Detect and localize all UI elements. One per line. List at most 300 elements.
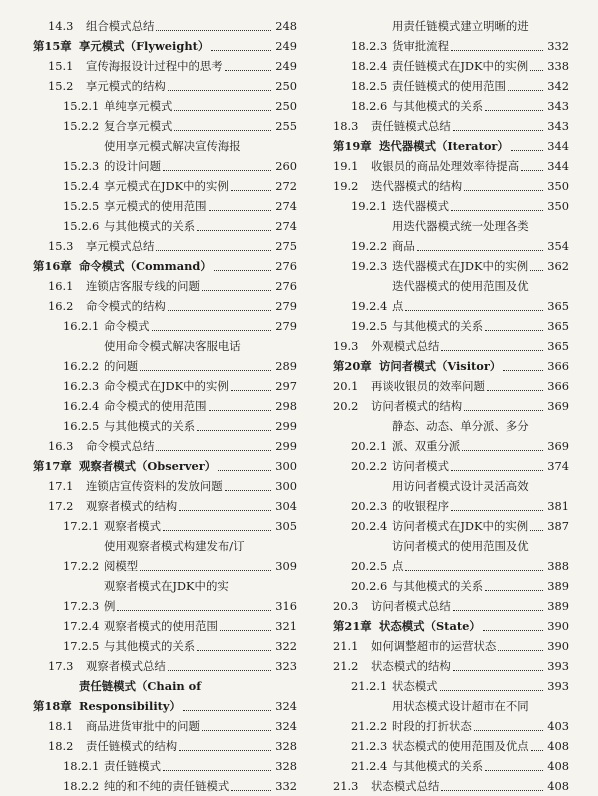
toc-page-number: 332 [275, 779, 297, 793]
toc-page-number: 374 [547, 459, 569, 473]
toc-column-left [33, 16, 297, 796]
toc-page-number: 321 [275, 619, 297, 633]
dot-leader [209, 210, 272, 211]
toc-entry-title-line1: 用迭代器模式统一处理各类 [392, 219, 529, 233]
toc-entry-title-line1: 责任链模式（Chain of [79, 679, 202, 693]
toc-page-number: 344 [547, 159, 569, 173]
toc-page-number: 272 [275, 179, 297, 193]
dot-leader [156, 250, 271, 251]
toc-entry-number: 15.2.2 [63, 119, 100, 133]
dot-leader [451, 470, 543, 471]
toc-entry-title-continued: 点 [392, 299, 404, 313]
toc-page-number: 297 [275, 379, 297, 393]
toc-entry-number: 20.2.6 [351, 579, 388, 593]
toc-section-entry [333, 116, 569, 136]
dot-leader [483, 630, 544, 631]
dot-leader [503, 370, 543, 371]
toc-entry-title-line [392, 56, 569, 76]
toc-entry-number: 17.2 [48, 499, 74, 513]
toc-entry-title-line [86, 276, 297, 296]
toc-entry-title-line [371, 636, 569, 656]
toc-entry-number: 19.2.2 [351, 239, 388, 253]
toc-page-number: 365 [547, 319, 569, 333]
dot-leader [152, 330, 272, 331]
toc-entry-number: 21.2.2 [351, 719, 388, 733]
toc-section-entry [33, 296, 297, 316]
toc-entry-title-line1: 使用命令模式解决客服电话 [104, 339, 241, 353]
dot-leader [521, 170, 543, 171]
toc-entry-title-line [379, 616, 569, 636]
toc-subsection-entry [333, 696, 569, 736]
toc-entry-number: 16.2.1 [63, 319, 100, 333]
toc-section-entry [33, 476, 297, 496]
toc-entry-number: 15.2.1 [63, 99, 100, 113]
toc-entry-title-line1: 使用观察者模式构建发布/订 [104, 539, 245, 553]
toc-subsection-entry [33, 536, 297, 576]
toc-entry-title-line [86, 496, 297, 516]
toc-page-number: 387 [547, 519, 569, 533]
toc-entry-title-line [86, 716, 297, 736]
toc-entry-title-continued: 阅模型 [104, 559, 139, 573]
toc-page-number: 309 [275, 559, 297, 573]
toc-page-number: 274 [275, 219, 297, 233]
dot-leader [474, 730, 544, 731]
toc-entry-number: 14.3 [48, 19, 74, 33]
toc-page-number: 279 [275, 299, 297, 313]
toc-section-entry [333, 596, 569, 616]
toc-entry-title: 迭代器模式（Iterator） [379, 139, 509, 153]
toc-entry-title-line1: 使用享元模式解决宣传海报 [104, 139, 241, 153]
dot-leader [140, 570, 271, 571]
dot-leader [202, 730, 271, 731]
toc-page-number: 343 [547, 119, 569, 133]
toc-entry-number: 20.2.2 [351, 459, 388, 473]
toc-entry-title-line [104, 776, 297, 796]
toc-entry-title: 与其他模式的关系 [104, 639, 196, 653]
toc-entry-title-line [371, 156, 569, 176]
toc-entry-number: 16.2.5 [63, 419, 100, 433]
toc-page-number: 274 [275, 199, 297, 213]
toc-entry-title: 责任链模式在JDK中的实例 [392, 59, 529, 73]
toc-page-number: 249 [275, 59, 297, 73]
toc-entry-number: 16.3 [48, 439, 74, 453]
toc-entry-number: 19.3 [333, 339, 359, 353]
toc-entry-number: 19.1 [333, 159, 359, 173]
toc-entry-title-line [104, 396, 297, 416]
toc-entry-title: 访问者模式总结 [371, 599, 451, 613]
toc-page-number: 393 [547, 679, 569, 693]
toc-subsection-entry [333, 576, 569, 596]
dot-leader [440, 690, 544, 691]
dot-leader [183, 710, 271, 711]
toc-page-number: 338 [547, 59, 569, 73]
toc-entry-title: 单纯享元模式 [104, 99, 173, 113]
toc-page-number: 389 [547, 579, 569, 593]
dot-leader [405, 310, 543, 311]
toc-entry-title-line [79, 256, 297, 276]
dot-leader [462, 450, 543, 451]
toc-entry-title: 与其他模式的关系 [104, 419, 196, 433]
toc-subsection-entry [333, 316, 569, 336]
toc-section-entry [33, 656, 297, 676]
toc-entry-number: 19.2 [333, 179, 359, 193]
toc-subsection-entry [333, 456, 569, 476]
toc-entry-number: 20.2 [333, 399, 359, 413]
dot-leader [220, 630, 271, 631]
dot-leader [202, 290, 271, 291]
toc-subsection-entry [33, 616, 297, 636]
toc-subsection-entry [33, 636, 297, 656]
dot-leader [453, 670, 544, 671]
toc-entry-title-line1: 用状态模式设计超市在不同 [392, 699, 529, 713]
toc-entry-title: 状态模式 [392, 679, 438, 693]
toc-subsection-entry [33, 116, 297, 136]
toc-entry-title-line1: 静态、动态、单分派、多分 [392, 419, 529, 433]
toc-entry-title-line [392, 576, 569, 596]
toc-entry-number: 17.3 [48, 659, 74, 673]
toc-page-number: 344 [547, 139, 569, 153]
toc-entry-number: 15.3 [48, 239, 74, 253]
toc-entry-title-line [86, 656, 297, 676]
toc-entry-title-line2 [392, 436, 569, 456]
toc-entry-number: 第19章 [333, 139, 372, 153]
dot-leader [117, 610, 271, 611]
toc-entry-title: 与其他模式的关系 [392, 759, 484, 773]
toc-entry-number: 18.1 [48, 719, 74, 733]
toc-page-number: 323 [275, 659, 297, 673]
toc-entry-title-line [86, 236, 297, 256]
toc-section-entry [33, 736, 297, 756]
toc-entry-title [392, 476, 569, 516]
toc-page-number: 276 [275, 279, 297, 293]
toc-subsection-entry [33, 756, 297, 776]
dot-leader [231, 390, 272, 391]
dot-leader [464, 190, 543, 191]
toc-entry-number: 17.2.1 [63, 519, 100, 533]
dot-leader [225, 490, 272, 491]
toc-entry-title: 观察者模式总结 [86, 659, 166, 673]
toc-page-number: 298 [275, 399, 297, 413]
toc-entry-title [104, 336, 297, 376]
toc-entry-number: 第15章 [33, 39, 72, 53]
toc-page-number: 255 [275, 119, 297, 133]
toc-entry-number: 17.2.3 [63, 599, 100, 613]
dot-leader [231, 190, 272, 191]
toc-entry-title: 迭代器模式 [392, 199, 449, 213]
toc-page-number: 324 [275, 719, 297, 733]
dot-leader [441, 790, 543, 791]
toc-entry-title: 责任链模式的使用范围 [392, 79, 506, 93]
toc-subsection-entry [333, 756, 569, 776]
toc-entry-number: 21.2.3 [351, 739, 388, 753]
toc-entry-title-line [86, 16, 297, 36]
toc-subsection-entry [333, 16, 569, 56]
toc-subsection-entry [33, 96, 297, 116]
toc-subsection-entry [33, 216, 297, 236]
toc-entry-title-line1: 观察者模式在JDK中的实 [104, 579, 229, 593]
toc-chapter-entry [333, 136, 569, 156]
toc-entry-title: 访问者模式 [392, 459, 449, 473]
toc-entry-number: 15.2.3 [63, 159, 100, 173]
toc-section-entry [333, 376, 569, 396]
dot-leader [451, 210, 543, 211]
toc-section-entry [333, 396, 569, 416]
toc-entry-number: 18.2 [48, 739, 74, 753]
toc-entry-title-continued: 的设计问题 [104, 159, 161, 173]
toc-page-number: 322 [275, 639, 297, 653]
toc-subsection-entry [33, 516, 297, 536]
toc-subsection-entry [333, 96, 569, 116]
dot-leader [197, 430, 271, 431]
toc-entry-title-line [371, 336, 569, 356]
toc-entry-title: 责任链模式 [104, 759, 161, 773]
dot-leader [163, 170, 271, 171]
toc-entry-title [392, 276, 569, 316]
toc-entry-number: 21.2.4 [351, 759, 388, 773]
toc-entry-number: 20.3 [333, 599, 359, 613]
toc-entry-title-continued: 的问题 [104, 359, 139, 373]
toc-subsection-entry [33, 576, 297, 616]
toc-entry-title-line2 [392, 556, 569, 576]
toc-section-entry [33, 436, 297, 456]
dot-leader [451, 510, 543, 511]
toc-entry-title: 责任链模式总结 [371, 119, 451, 133]
toc-page-number: 403 [547, 719, 569, 733]
toc-entry-number: 19.2.1 [351, 199, 388, 213]
toc-subsection-entry [333, 56, 569, 76]
toc-entry-number: 第17章 [33, 459, 72, 473]
dot-leader [451, 50, 543, 51]
toc-subsection-entry [333, 416, 569, 456]
toc-page-number: 388 [547, 559, 569, 573]
toc-section-entry [333, 336, 569, 356]
toc-section-entry [333, 156, 569, 176]
toc-entry-title-line [392, 96, 569, 116]
toc-entry-title-line [392, 756, 569, 776]
toc-entry-number: 18.2.2 [63, 779, 100, 793]
toc-entry-title-line [104, 216, 297, 236]
toc-entry-title [104, 576, 297, 616]
toc-entry-title: 命令模式总结 [86, 439, 155, 453]
toc-section-entry [333, 776, 569, 796]
dot-leader [211, 50, 271, 51]
toc-page-number: 342 [547, 79, 569, 93]
toc-entry-number: 15.2 [48, 79, 74, 93]
toc-chapter-entry [33, 256, 297, 276]
toc-section-entry [33, 496, 297, 516]
toc-entry-title-line [371, 376, 569, 396]
toc-entry-title: 组合模式总结 [86, 19, 155, 33]
toc-entry-title: 状态模式的使用范围及优点 [392, 739, 529, 753]
toc-page-number: 393 [547, 659, 569, 673]
toc-entry-number: 第18章 [33, 699, 72, 713]
toc-entry-title: 迭代器模式的结构 [371, 179, 463, 193]
toc-entry-title-continued: 派、双重分派 [392, 439, 461, 453]
toc-entry-title [392, 536, 569, 576]
toc-entry-title-line1: 用访问者模式设计灵活高效 [392, 479, 529, 493]
toc-section-entry [33, 16, 297, 36]
toc-entry-number: 18.3 [333, 119, 359, 133]
toc-page-number: 390 [547, 619, 569, 633]
toc-subsection-entry [33, 416, 297, 436]
toc-entry-number: 15.2.6 [63, 219, 100, 233]
dot-leader [163, 770, 271, 771]
toc-page-number: 279 [275, 319, 297, 333]
toc-page-number: 300 [275, 479, 297, 493]
toc-page-number: 354 [547, 239, 569, 253]
toc-page-number: 365 [547, 299, 569, 313]
dot-leader [168, 310, 272, 311]
toc-page-number: 366 [547, 359, 569, 373]
toc-entry-title-line [371, 396, 569, 416]
toc-page-number: 275 [275, 239, 297, 253]
toc-entry-title-line [104, 756, 297, 776]
toc-entry-title-line [104, 616, 297, 636]
toc-subsection-entry [33, 196, 297, 216]
toc-subsection-entry [333, 76, 569, 96]
toc-entry-title-line [379, 136, 569, 156]
dot-leader [464, 410, 543, 411]
toc-entry-number: 17.2.5 [63, 639, 100, 653]
toc-entry-title: 纯的和不纯的责任链模式 [104, 779, 230, 793]
toc-entry-number: 21.1 [333, 639, 359, 653]
toc-entry-title-continued: 时段的打折状态 [392, 719, 472, 733]
toc-entry-title-line [86, 296, 297, 316]
toc-entry-title-line [371, 116, 569, 136]
toc-section-entry [333, 656, 569, 676]
toc-entry-title-line2 [392, 36, 569, 56]
toc-entry-title-line [392, 516, 569, 536]
toc-entry-number: 16.2.2 [63, 359, 100, 373]
toc-chapter-entry [33, 456, 297, 476]
toc-entry-title [104, 536, 297, 576]
toc-page-number: 343 [547, 99, 569, 113]
toc-entry-title-line2 [104, 356, 297, 376]
toc-page-number: 366 [547, 379, 569, 393]
toc-section-entry [33, 276, 297, 296]
toc-page-number: 304 [275, 499, 297, 513]
toc-page-number: 332 [547, 39, 569, 53]
toc-page-number: 299 [275, 419, 297, 433]
toc-page-number: 389 [547, 599, 569, 613]
toc-entry-title-line [104, 196, 297, 216]
toc-entry-title [392, 416, 569, 456]
toc-entry-title-continued: 点 [392, 559, 404, 573]
toc-entry-title-line [392, 456, 569, 476]
dot-leader [140, 370, 271, 371]
dot-leader [498, 650, 543, 651]
dot-leader [218, 470, 271, 471]
toc-entry-number: 15.2.5 [63, 199, 100, 213]
toc-entry-title: 命令模式在JDK中的实例 [104, 379, 229, 393]
toc-entry-number: 15.1 [48, 59, 74, 73]
toc-section-entry [333, 176, 569, 196]
dot-leader [530, 70, 543, 71]
toc-entry-title [392, 696, 569, 736]
toc-entry-title: 访问者模式的结构 [371, 399, 463, 413]
toc-page-number: 350 [547, 179, 569, 193]
toc-entry-title: 享元模式的使用范围 [104, 199, 207, 213]
toc-page-number: 249 [275, 39, 297, 53]
toc-subsection-entry [333, 476, 569, 516]
toc-entry-number: 20.2.4 [351, 519, 388, 533]
toc-page-number: 369 [547, 399, 569, 413]
toc-entry-number: 20.2.5 [351, 559, 388, 573]
dot-leader [168, 670, 272, 671]
toc-entry-title-line [104, 116, 297, 136]
toc-page-number: 328 [275, 739, 297, 753]
toc-entry-number: 18.2.6 [351, 99, 388, 113]
toc-entry-number: 第16章 [33, 259, 72, 273]
toc-entry-title: 享元模式的结构 [86, 79, 166, 93]
toc-section-entry [333, 636, 569, 656]
toc-subsection-entry [33, 316, 297, 336]
toc-entry-title: 命令模式的使用范围 [104, 399, 207, 413]
toc-entry-title: 收银员的商品处理效率待提高 [371, 159, 520, 173]
toc-page-number: 250 [275, 79, 297, 93]
toc-entry-title-continued: 货审批流程 [392, 39, 449, 53]
dot-leader [441, 350, 543, 351]
dot-leader [405, 570, 543, 571]
toc-entry-title: 与其他模式的关系 [392, 579, 484, 593]
toc-entry-title: 状态模式的结构 [371, 659, 451, 673]
toc-entry-title: 命令模式（Command） [79, 259, 212, 273]
toc-entry-title: 宣传海报设计过程中的思考 [86, 59, 223, 73]
toc-entry-title-line [79, 456, 297, 476]
toc-subsection-entry [33, 176, 297, 196]
toc-chapter-entry [333, 356, 569, 376]
toc-entry-title [392, 16, 569, 56]
toc-entry-number: 17.2.2 [63, 559, 100, 573]
toc-page-number: 324 [275, 699, 297, 713]
toc-entry-title-line [392, 676, 569, 696]
toc-page-number: 381 [547, 499, 569, 513]
toc-entry-title-line2 [392, 496, 569, 516]
toc-entry-title-line [379, 356, 569, 376]
toc-entry-title: 连锁店客服专线的问题 [86, 279, 200, 293]
toc-page-number: 362 [547, 259, 569, 273]
dot-leader [197, 230, 271, 231]
toc-entry-title-line [104, 96, 297, 116]
toc-subsection-entry [33, 376, 297, 396]
toc-entry-title-line [79, 36, 297, 56]
dot-leader [485, 590, 543, 591]
toc-entry-number: 16.2.4 [63, 399, 100, 413]
toc-entry-title-line2 [79, 696, 297, 716]
toc-entry-title-line2 [104, 156, 297, 176]
toc-page-number: 328 [275, 759, 297, 773]
toc-page-number: 276 [275, 259, 297, 273]
toc-entry-title: 命令模式的结构 [86, 299, 166, 313]
dot-leader [485, 770, 543, 771]
dot-leader [209, 410, 272, 411]
toc-entry-title-line2 [104, 596, 297, 616]
toc-entry-title: 享元模式在JDK中的实例 [104, 179, 229, 193]
toc-entry-title-line [371, 176, 569, 196]
toc-subsection-entry [333, 516, 569, 536]
toc-entry-title: 与其他模式的关系 [392, 319, 484, 333]
toc-entry-title-line2 [392, 296, 569, 316]
toc-page-number: 260 [275, 159, 297, 173]
toc-entry-title [79, 676, 297, 716]
toc-entry-number: 16.2 [48, 299, 74, 313]
toc-entry-title-line1: 迭代器模式的使用范围及优 [392, 279, 529, 293]
toc-entry-number: 19.2.5 [351, 319, 388, 333]
toc-chapter-entry [333, 616, 569, 636]
dot-leader [214, 270, 272, 271]
toc-section-entry [33, 236, 297, 256]
toc-entry-title-line2 [392, 236, 569, 256]
